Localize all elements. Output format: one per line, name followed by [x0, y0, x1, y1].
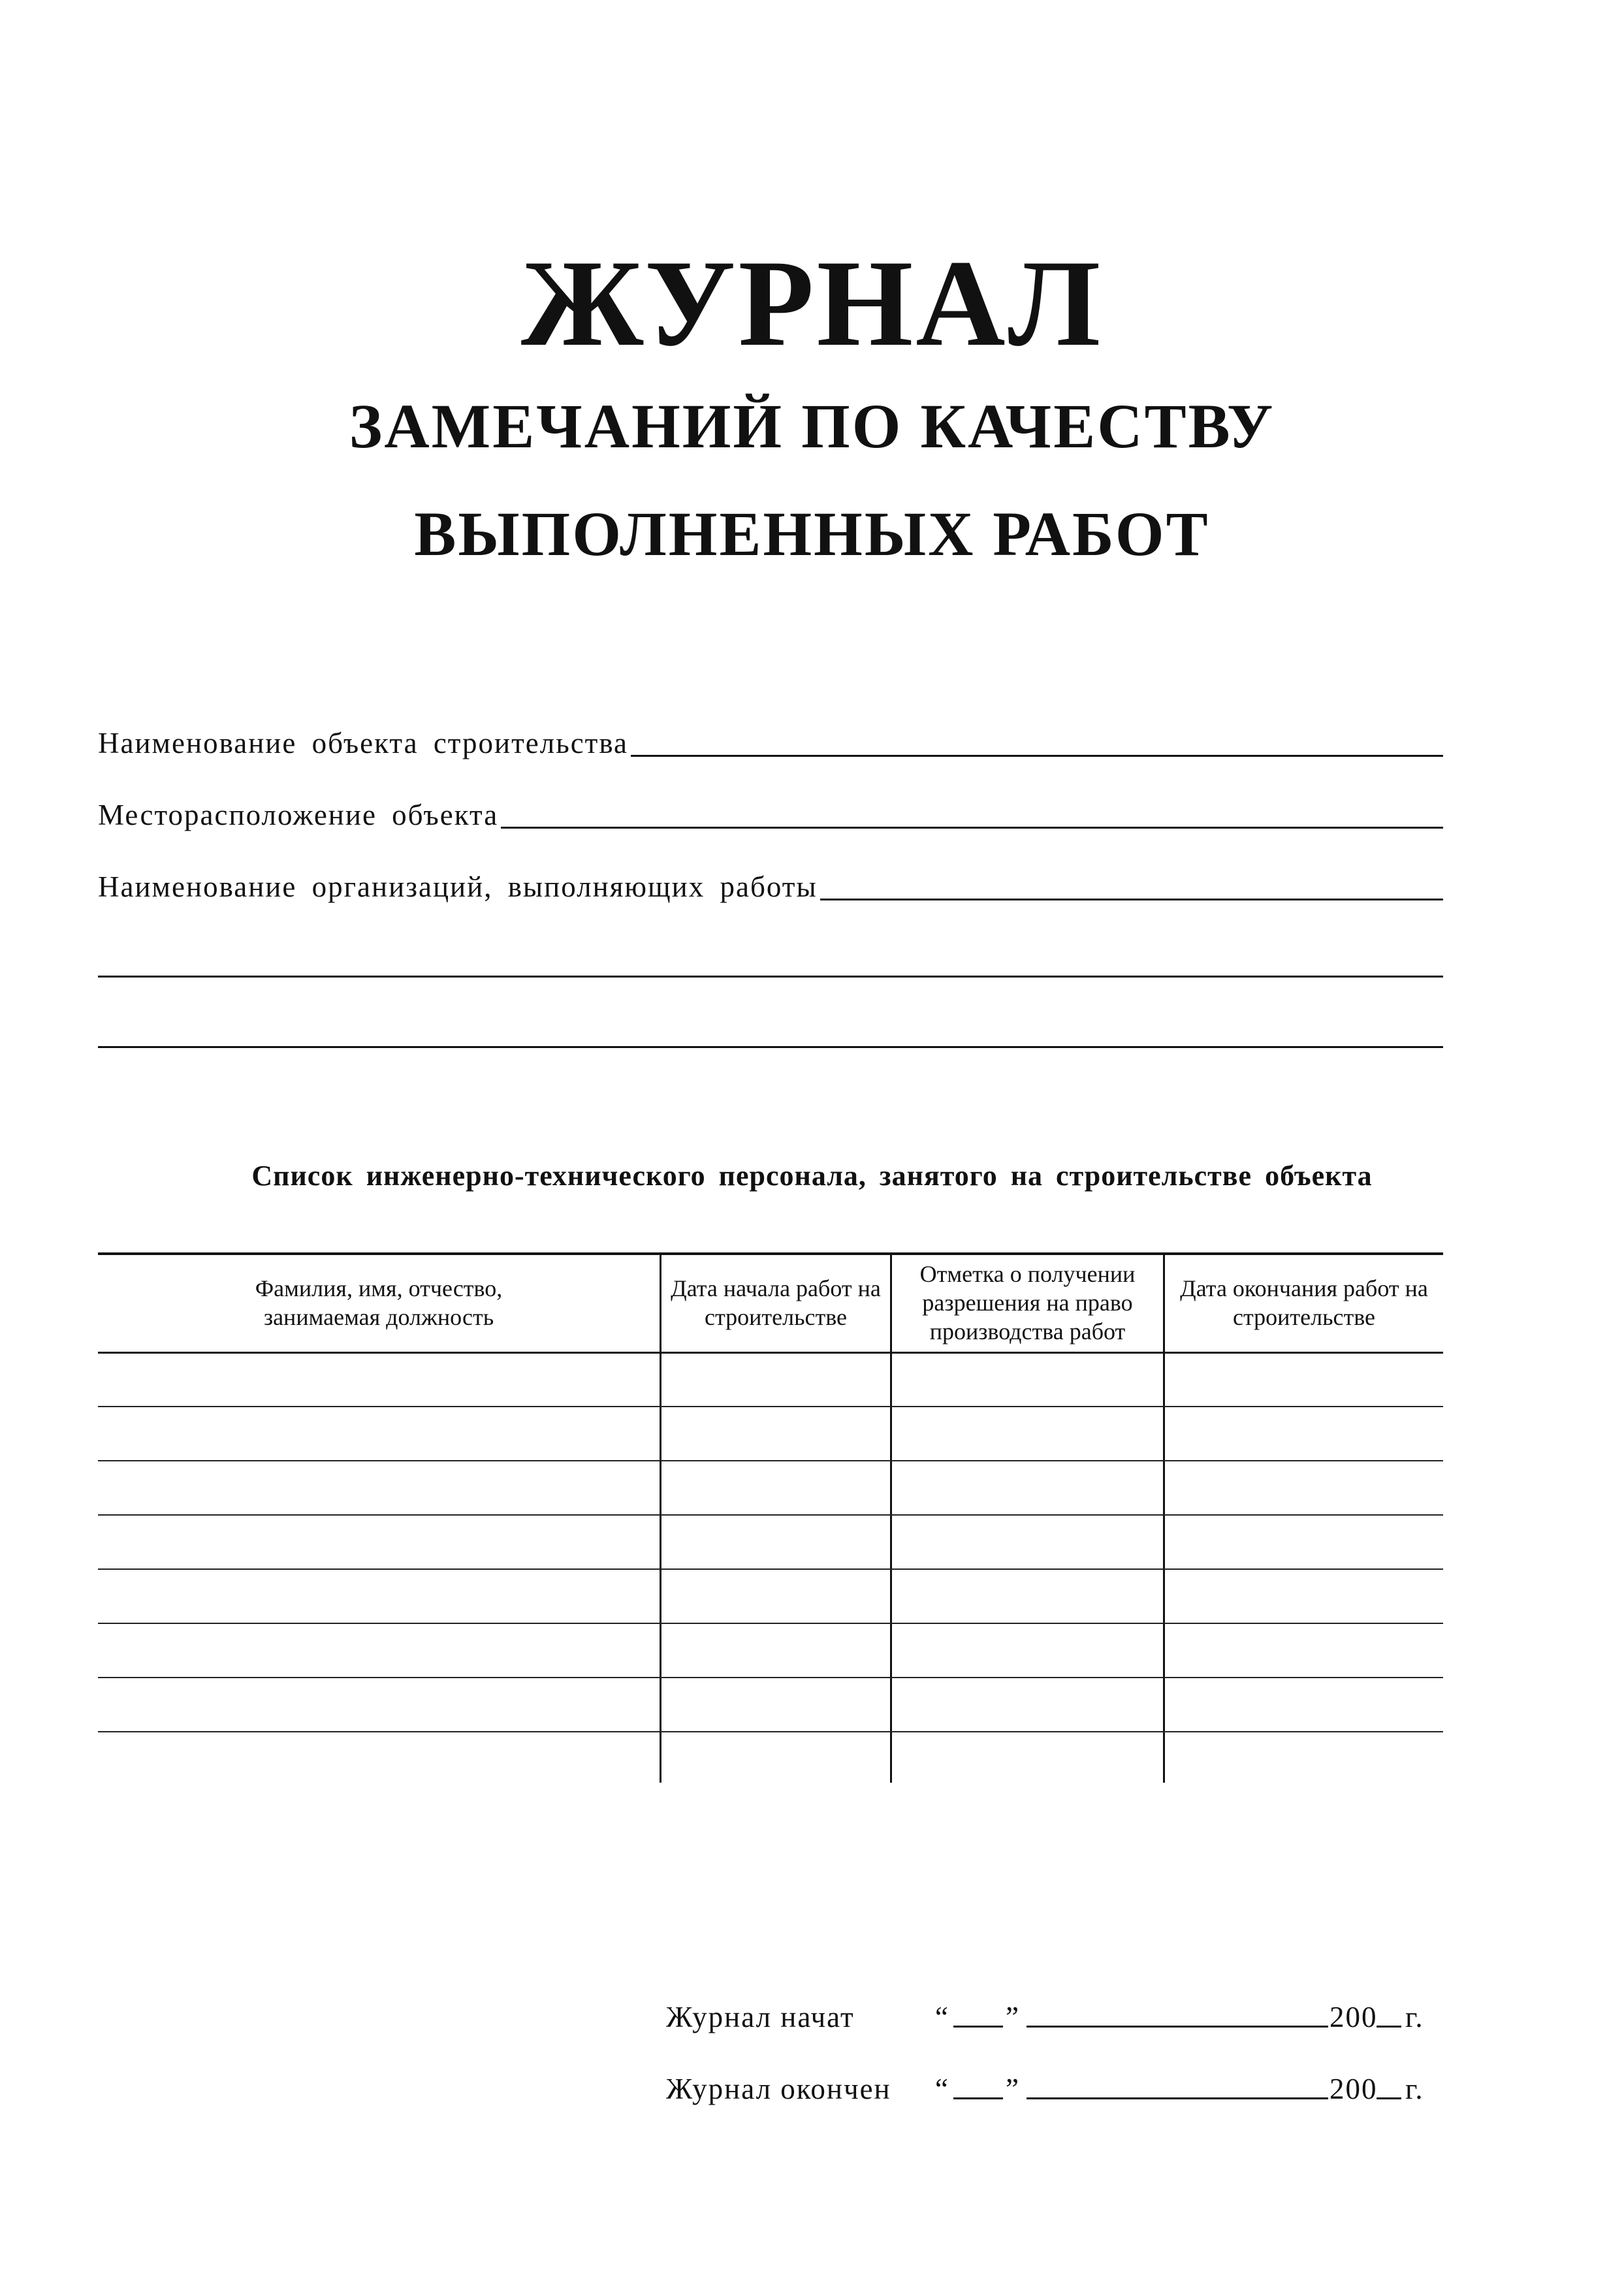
journal-ended-year-prefix: 200 — [1329, 2073, 1378, 2105]
table-row[interactable] — [98, 1406, 1443, 1407]
journal-started-year-prefix: 200 — [1329, 2001, 1378, 2033]
organizations-blank[interactable] — [820, 898, 1443, 900]
object-location-field[interactable] — [98, 780, 1443, 833]
header-start-date-text: Дата начала работ на строительстве — [671, 1275, 881, 1330]
quote-close: ” — [1006, 2073, 1020, 2105]
table-row[interactable] — [98, 1568, 1443, 1570]
journal-ended-year-suffix: г. — [1405, 2073, 1424, 2105]
organizations-field[interactable] — [98, 852, 1443, 904]
journal-ended-year-blank[interactable] — [1377, 2097, 1401, 2099]
quote-close: ” — [1006, 2001, 1020, 2033]
column-separator-2 — [890, 1252, 892, 1783]
table-row[interactable] — [98, 1460, 1443, 1461]
header-permission-mark-text: Отметка о получении разрешения на право производства работ — [919, 1261, 1136, 1345]
journal-subtitle-line2: ВЫПОЛНЕННЫХ РАБОТ — [414, 499, 1210, 569]
header-permission-mark — [892, 1257, 1163, 1348]
journal-ended-month-blank[interactable] — [1027, 2097, 1328, 2099]
journal-subtitle-line1: ЗАМЕЧАНИЙ ПО КАЧЕСТВУ — [349, 391, 1275, 461]
staff-list-title: Список инженерно-технического персонала, занятого на строительстве объекта — [251, 1160, 1373, 1192]
object-name-blank[interactable] — [631, 754, 1443, 757]
journal-started-month-blank[interactable] — [1027, 2026, 1328, 2028]
header-end-date — [1165, 1257, 1443, 1348]
journal-started-day-blank[interactable] — [953, 2026, 1003, 2028]
object-location-blank[interactable] — [501, 826, 1443, 829]
journal-started-year-suffix: г. — [1405, 2001, 1424, 2033]
column-separator-3 — [1163, 1252, 1165, 1783]
table-row[interactable] — [98, 1731, 1443, 1732]
object-name-label: Наименование объекта строительства — [98, 727, 628, 759]
header-full-name-text: Фамилия, имя, отчество, занимаемая должность — [255, 1275, 503, 1330]
journal-ended-row — [666, 2067, 1450, 2106]
quote-open: “ — [935, 2073, 949, 2105]
journal-started-label: Журнал начат — [666, 2001, 855, 2033]
journal-ended-day-blank[interactable] — [953, 2097, 1003, 2099]
table-row[interactable] — [98, 1677, 1443, 1678]
table-row[interactable] — [98, 1514, 1443, 1516]
header-start-date — [661, 1257, 890, 1348]
journal-title: ЖУРНАЛ — [520, 235, 1104, 372]
object-location-label: Месторасположение объекта — [98, 799, 499, 831]
header-full-name — [98, 1257, 660, 1348]
journal-started-year-blank[interactable] — [1377, 2026, 1401, 2028]
table-top-border — [98, 1252, 1443, 1255]
table-header-separator — [98, 1352, 1443, 1354]
table-row[interactable] — [98, 1623, 1443, 1624]
object-name-field[interactable] — [98, 708, 1443, 761]
header-end-date-text: Дата окончания работ на строительстве — [1180, 1275, 1428, 1330]
quote-open: “ — [935, 2001, 949, 2033]
organizations-blank-line-3[interactable] — [98, 1046, 1443, 1048]
organizations-blank-line-2[interactable] — [98, 976, 1443, 978]
column-separator-1 — [660, 1252, 661, 1783]
organizations-label: Наименование организаций, выполняющих работы — [98, 870, 818, 903]
journal-ended-label: Журнал окончен — [666, 2073, 891, 2105]
journal-started-row — [666, 1995, 1450, 2034]
